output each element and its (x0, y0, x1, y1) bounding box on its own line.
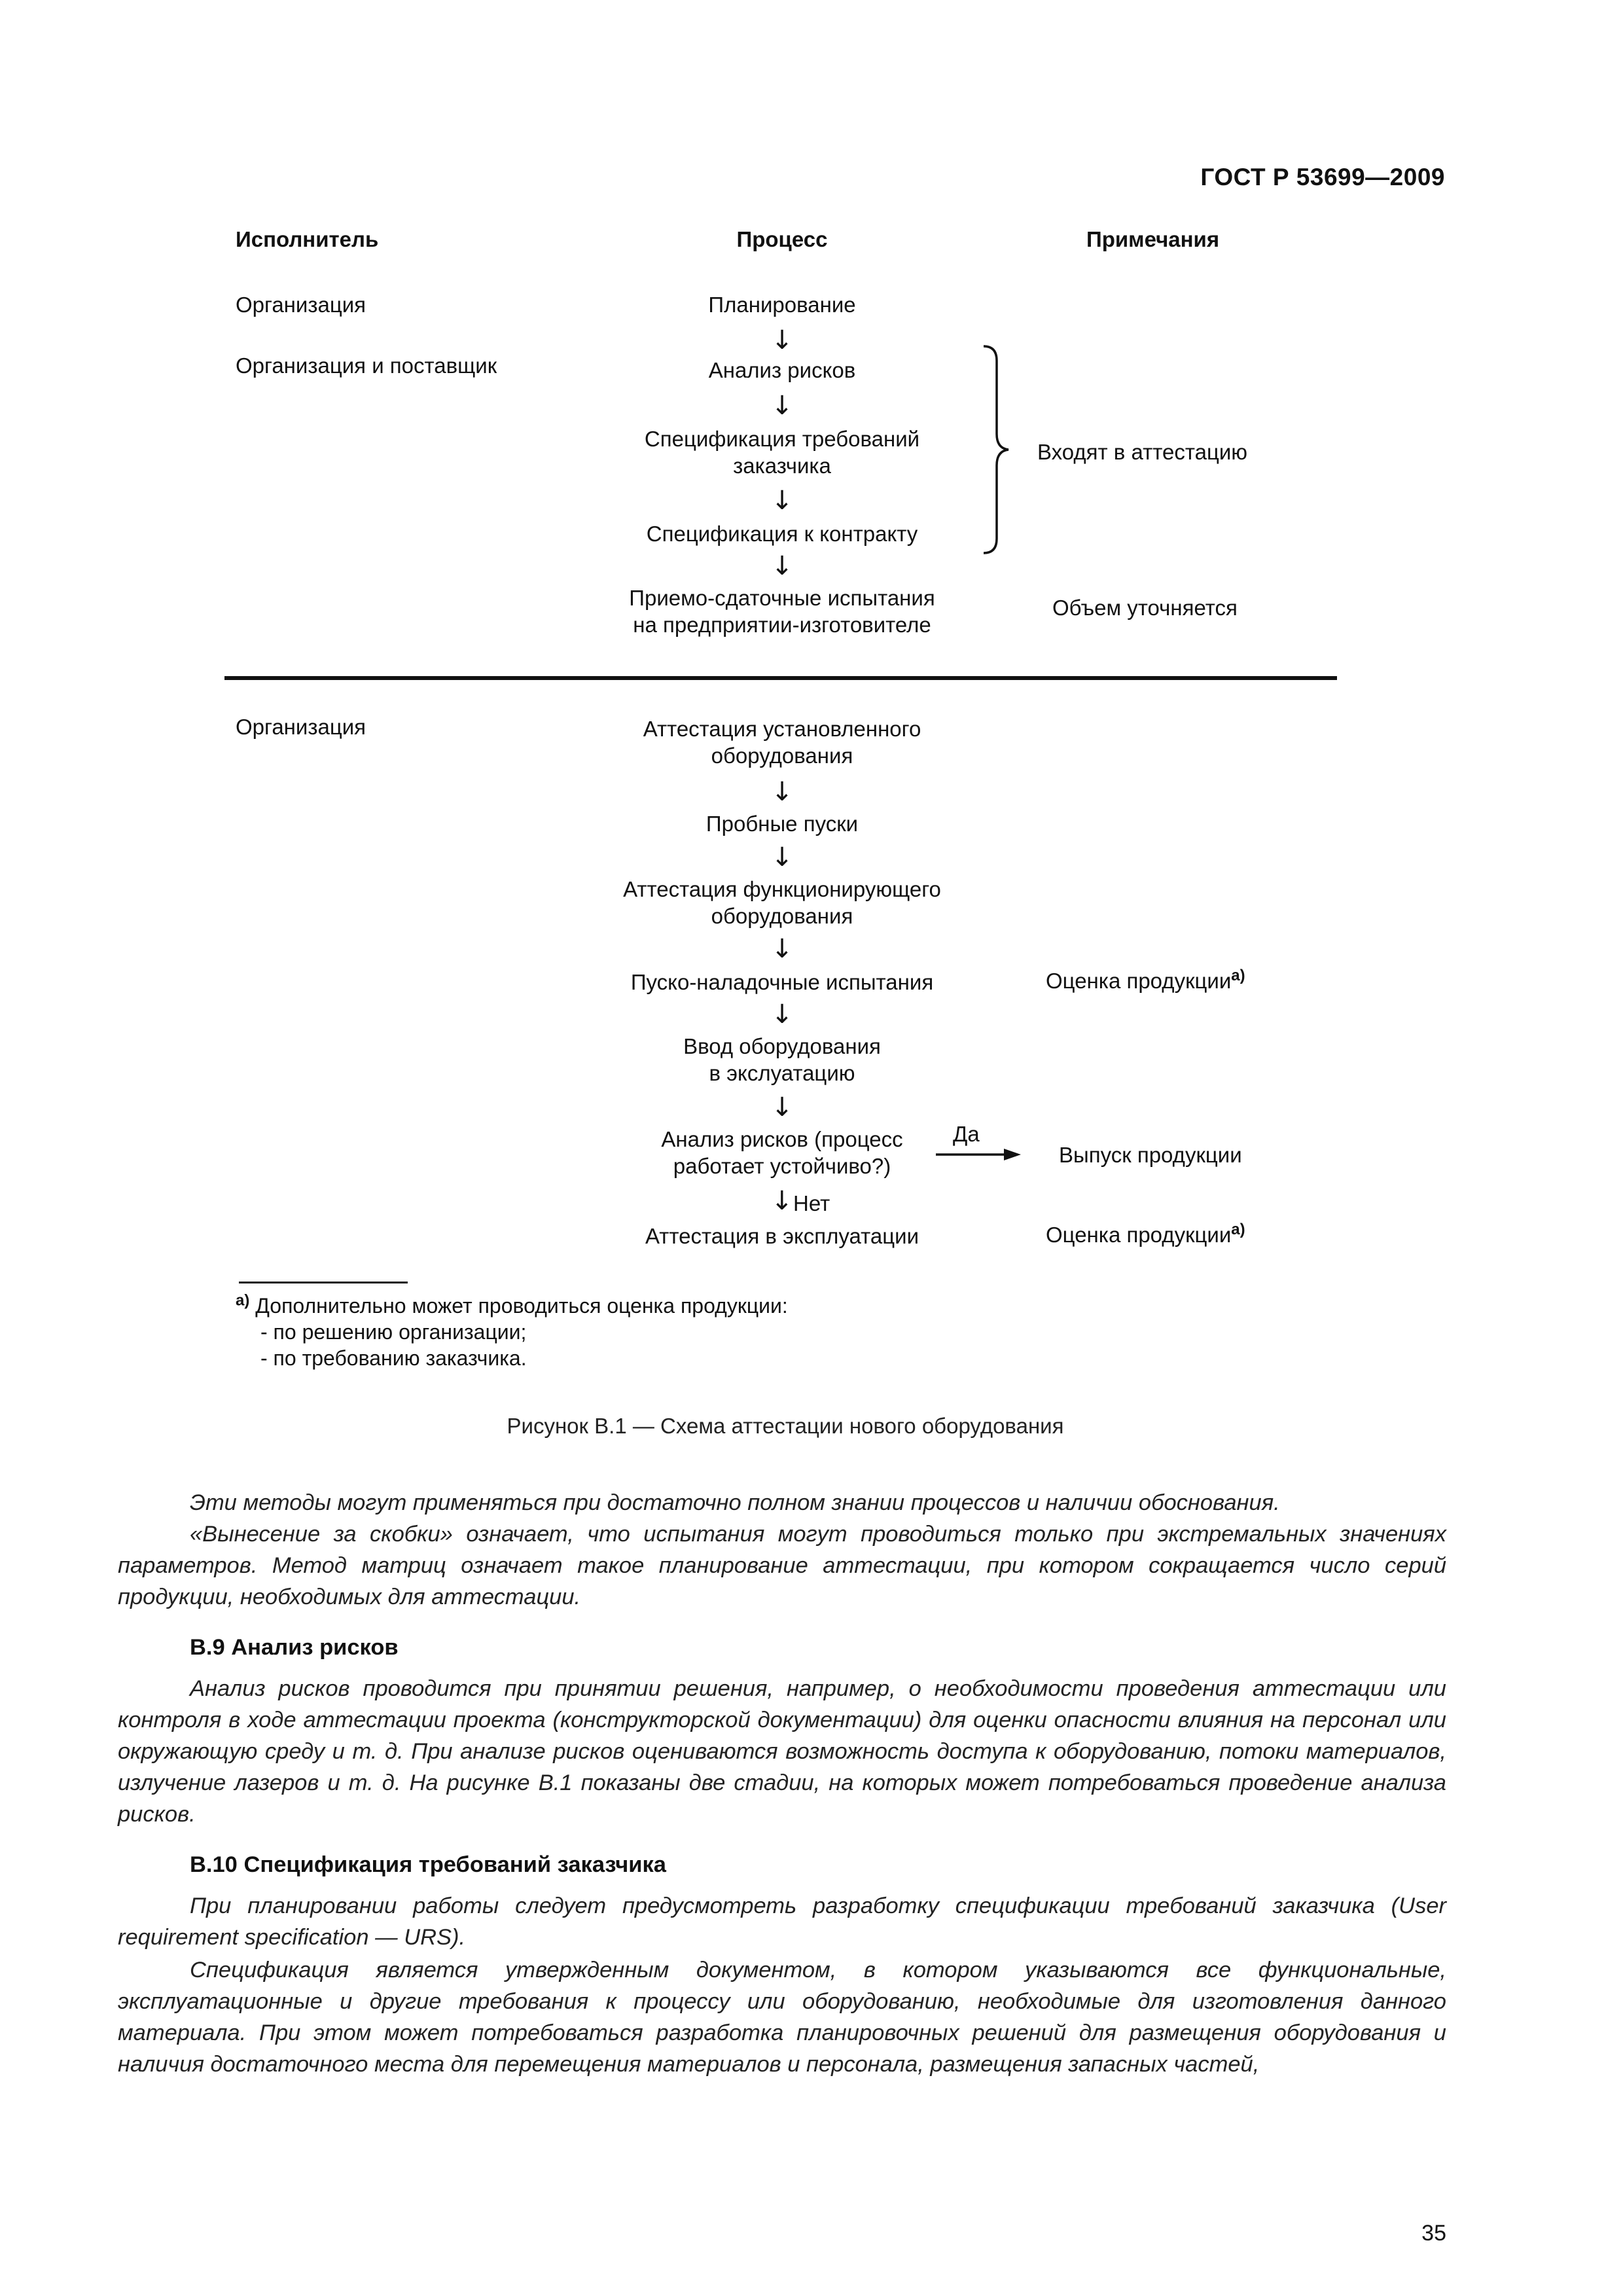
paragraph-urs-definition: Спецификация является утвержденным документом, в котором указываются все функциональные, эксплуатационные и другие требования к процессу или оборудованию, необходимые для изготовления данного материала. При этом может потребоваться разработка планировочных решений для размещения оборудования и наличия достаточного места для перемещения материалов и персонала, размещения запасных частей, (118, 1958, 1446, 2077)
label-no: Нет (793, 1191, 830, 1215)
step-urs-line2: заказчика (733, 454, 831, 478)
step-fat (573, 584, 991, 638)
executor-organization: Организация (236, 293, 366, 317)
paragraph-methods: Эти методы могут применяться при достаточно полном знании процессов и наличии обоснования. (190, 1490, 1280, 1515)
column-header-executor: Исполнитель (236, 227, 379, 251)
step-planning: Планирование (708, 293, 856, 317)
step-iq-line2: оборудования (711, 744, 853, 768)
step-oq-line1: Аттестация функционирующего (623, 877, 941, 901)
down-arrow-icon: ↓ (771, 551, 793, 581)
note-product-eval-text: Оценка продукции (1046, 969, 1232, 993)
down-arrow-icon: ↓ (771, 486, 793, 516)
column-header-notes: Примечания (1086, 227, 1220, 251)
step-commissioning: Пуско-наладочные испытания (630, 970, 934, 994)
figure-caption: Рисунок В.1 — Схема аттестации нового оборудования (507, 1414, 1064, 1438)
step-installation-qualification (573, 715, 991, 769)
paragraph-urs-planning: При планировании работы следует предусмотреть разработку спецификации требований заказчика (User requirement specification — URS). (118, 1893, 1446, 1950)
step-fat-line2: на предприятии-изготовителе (633, 613, 931, 637)
step-intro-line1: Ввод оборудования (683, 1034, 881, 1058)
footnote-rule (239, 1282, 408, 1283)
step-trial-runs: Пробные пуски (705, 812, 859, 836)
step-risk-analysis: Анализ рисков (708, 358, 856, 382)
footnote-ref: а) (1231, 967, 1245, 984)
down-arrow-icon: ↓ (771, 325, 793, 355)
down-arrow-icon: ↓ (771, 1092, 793, 1122)
footnote-line3: - по требованию заказчика. (260, 1346, 527, 1370)
paragraph-risk-analysis: Анализ рисков проводится при принятии решения, например, о необходимости проведения аттестации или контроля в ходе аттестации проекта (конструкторской документации) для оценки опасности влияния на персонал или окружающую среду и т. д. При анализе рисков оцениваются возможность доступа к оборудованию, потоки материалов, излучение лазеров и т. д. На рисунке В.1 показаны две стадии, на которых может потребоваться проведение анализа рисков. (118, 1676, 1446, 1827)
note-product-evaluation-2 (1046, 1221, 1245, 1248)
down-arrow-icon: ↓ (771, 934, 793, 964)
footnote-line1: Дополнительно может проводиться оценка продукции: (255, 1294, 788, 1318)
label-yes: Да (953, 1122, 980, 1146)
note-product-release: Выпуск продукции (1059, 1143, 1242, 1167)
step-iq-line1: Аттестация установленного (643, 717, 921, 741)
note-product-eval-text: Оценка продукции (1046, 1223, 1232, 1247)
step-oq-line2: оборудования (711, 904, 853, 928)
down-arrow-icon: ↓ (771, 999, 793, 1030)
step-fat-line1: Приемо-сдаточные испытания (629, 586, 935, 610)
right-arrow-icon (935, 1147, 1026, 1162)
step-contract-spec: Спецификация к контракту (646, 522, 918, 546)
step-risk-analysis-stable (573, 1126, 991, 1179)
document-code: ГОСТ Р 53699—2009 (1200, 164, 1445, 190)
right-brace-icon (978, 344, 1018, 556)
paragraph-bracketing: «Вынесение за скобки» означает, что испытания могут проводиться только при экстремальных значениях параметров. Метод матриц означает такое планирование аттестации, при котором сокращается число серий продукции, необходимых для аттестации. (118, 1522, 1446, 1609)
executor-organization-stage2: Организация (236, 715, 366, 739)
step-performance-qualification: Аттестация в эксплуатации (645, 1224, 919, 1248)
footnote-line2: - по решению организации; (260, 1320, 527, 1344)
step-urs (573, 425, 991, 479)
column-header-process: Процесс (736, 227, 828, 251)
section-heading-b9: В.9 Анализ рисков (190, 1635, 399, 1660)
note-scope-refined: Объем уточняется (1052, 596, 1238, 620)
down-arrow-icon: ↓ (771, 777, 793, 807)
note-included-in-qualification: Входят в аттестацию (1037, 440, 1248, 464)
executor-organization-supplier: Организация и поставщик (236, 353, 497, 378)
down-arrow-icon: ↓ (771, 1186, 793, 1216)
footnote (236, 1293, 788, 1371)
section-divider (224, 676, 1337, 680)
footnote-ref: а) (1231, 1221, 1245, 1238)
note-product-evaluation (1046, 967, 1245, 994)
section-heading-b10: В.10 Спецификация требований заказчика (190, 1852, 666, 1877)
footnote-mark: а) (236, 1291, 250, 1310)
page-number: 35 (1421, 2221, 1446, 2246)
step-urs-line1: Спецификация требований (644, 427, 920, 451)
down-arrow-icon: ↓ (771, 842, 793, 872)
step-intro-line2: в экслуатацию (709, 1061, 855, 1085)
step-put-into-service (573, 1033, 991, 1086)
down-arrow-icon: ↓ (771, 391, 793, 421)
step-risk2-line2: работает устойчиво?) (673, 1154, 891, 1178)
step-risk2-line1: Анализ рисков (процесс (661, 1127, 903, 1151)
step-operational-qualification (573, 876, 991, 929)
